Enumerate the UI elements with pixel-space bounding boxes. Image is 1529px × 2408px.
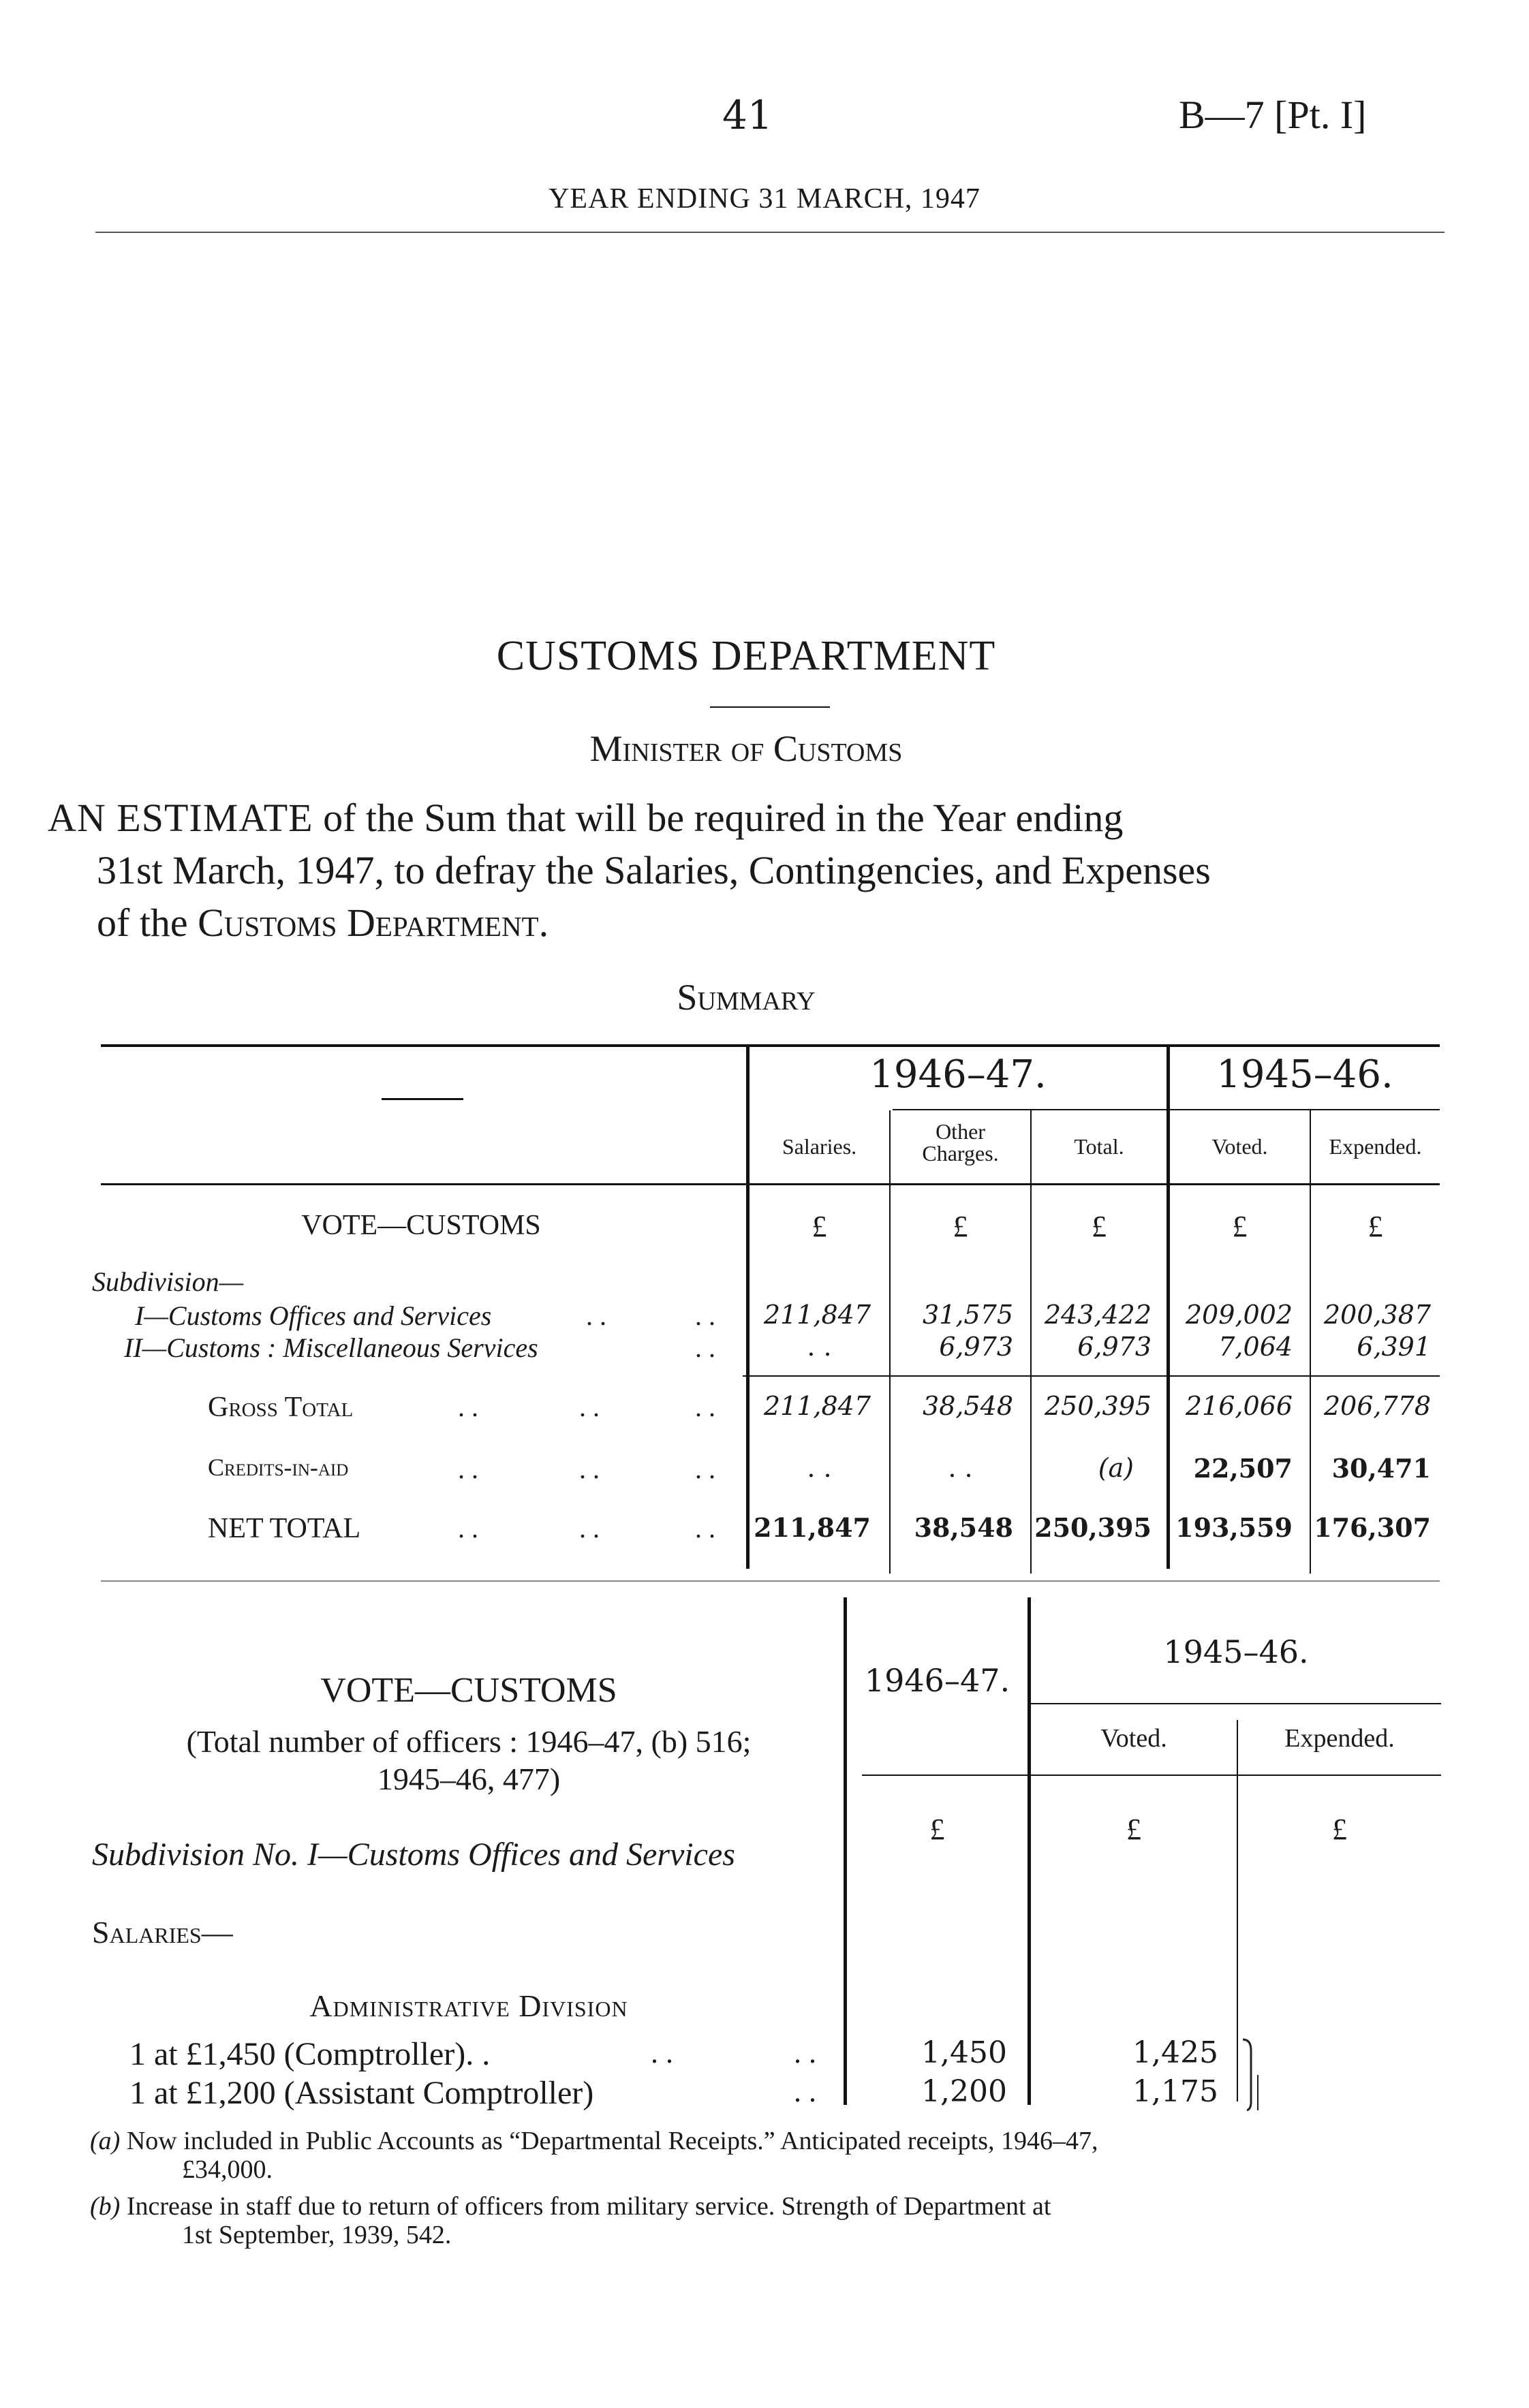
vote-row-leader-dots: . . [651,2036,673,2069]
summary-col-other-line-2: Charges. [922,1141,999,1166]
summary-top-rule [101,1044,1440,1047]
summary-credits-label: Credits-in-aid [208,1454,349,1481]
summary-row-leader-dots: . . [695,1300,715,1331]
summary-net-label: NET TOTAL [208,1513,361,1544]
summary-col-voted: Voted. [1211,1134,1268,1159]
summary-subtotal-rule [743,1375,1440,1377]
summary-row-leader-dots: . . [458,1392,478,1422]
summary-gross-label: Gross Total [208,1392,354,1423]
footnote-a-mark: (a) [90,2127,121,2155]
summary-row-leader-dots: . . [579,1392,600,1422]
page-number: 41 [722,92,773,138]
estimate-lead: AN ESTIMATE [48,796,313,840]
footnote-b-mark: (b) [90,2192,121,2221]
summary-col-other [891,1121,1030,1164]
page-subtitle: YEAR ENDING 31 MARCH, 1947 [549,183,980,215]
summary-cell-total: 6,973 [1077,1332,1152,1362]
summary-cell-other: 6,973 [939,1332,1013,1362]
footnote-a-continuation: £34,000. [182,2155,273,2184]
summary-bottom-rule [101,1580,1440,1582]
estimate-text-1: of the Sum that will be required in the Year ending [313,796,1124,840]
summary-col-total: Total. [1074,1134,1124,1159]
summary-heading: Summary [677,977,816,1018]
vote-division-heading: Administrative Division [309,1988,628,2023]
summary-cell-other: 31,575 [923,1300,1013,1330]
vote-vline-voted [1237,1720,1238,2101]
estimate-text-3: of the [97,901,198,945]
summary-cell-other: 38,548 [914,1512,1013,1543]
summary-group-1945: 1945–46. [1216,1052,1393,1097]
summary-row-leader-dots: . . [579,1513,600,1544]
summary-cell-expended: 30,471 [1331,1453,1431,1484]
vote-row-leader-dots: . . [794,2036,816,2069]
footnote-a [90,2127,1453,2184]
estimate-line-2: 31st March, 1947, to defray the Salaries, Contingencies, and Expenses [97,848,1211,892]
vote-col-expended: Expended. [1284,1724,1395,1753]
summary-cell-voted: 209,002 [1185,1300,1293,1330]
summary-cell-voted: 22,507 [1193,1453,1293,1484]
vote-cell-voted: 1,175 [1132,2074,1218,2109]
footnote-b [90,2192,1453,2249]
summary-row-leader-dots: . . [579,1454,600,1484]
summary-cell-expended: 6,391 [1357,1332,1431,1362]
summary-cell-salaries: 211,847 [763,1391,871,1421]
summary-row-leader-dots: . . [458,1454,478,1484]
summary-row-leader-dots: . . [695,1392,715,1422]
document-code: B—7 [Pt. I] [1179,93,1367,137]
footnote-b-text: Increase in staff due to return of officers from military service. Strength of Department at [126,2192,1051,2221]
summary-vote-label: VOTE—CUSTOMS [301,1210,541,1241]
summary-row-leader-dots: . . [586,1300,606,1331]
summary-cell-salaries: 211,847 [763,1300,871,1330]
summary-dash-cell [382,1098,463,1100]
estimate-line-3 [97,896,1463,949]
summary-group-1946: 1946–47. [869,1052,1047,1097]
vote-row-leader-dots: . . [794,2075,816,2108]
minister-heading: Minister of Customs [589,728,903,769]
vote-header-rule [862,1774,1441,1776]
vote-cell-1946: 1,450 [921,2035,1007,2070]
summary-1945-group-rule [1169,1109,1440,1110]
summary-cell-other: 38,548 [923,1391,1013,1421]
summary-cell-other: . . [948,1453,973,1483]
vote-col-1945: 1945–46. [1163,1633,1309,1670]
vote-vline-1946 [1028,1597,1031,2105]
summary-cell-expended: 176,307 [1314,1512,1431,1543]
summary-row-leader-dots: . . [695,1513,715,1544]
right-brace-icon [1240,2037,1261,2112]
summary-row-leader-dots: . . [458,1513,478,1544]
vote-title: VOTE—CUSTOMS [320,1671,617,1710]
summary-row-leader-dots: . . [695,1332,715,1363]
summary-cell-salaries: 211,847 [754,1512,871,1543]
summary-row-label: I—Customs Offices and Services [135,1300,492,1331]
department-title: CUSTOMS DEPARTMENT [496,633,996,679]
summary-cell-total: (a) [1098,1453,1134,1483]
summary-cell-voted: 216,066 [1185,1391,1293,1421]
vote-officers-line-1: (Total number of officers : 1946–47, (b) 516; [186,1724,752,1759]
summary-row-label: II—Customs : Miscellaneous Services [124,1332,538,1363]
summary-col-expended: Expended. [1329,1134,1422,1159]
vote-salaries-label: Salaries— [92,1915,233,1950]
estimate-line-1 [48,792,1463,844]
summary-cell-salaries: . . [807,1332,832,1362]
summary-header-rule [101,1183,1440,1185]
footnote-a-text: Now included in Public Accounts as “Departmental Receipts.” Anticipated receipts, 1946–47, [126,2127,1098,2155]
vote-group-rule [1029,1703,1441,1704]
summary-cell-total: 250,395 [1034,1512,1152,1543]
vote-col-1946: 1946–47. [864,1662,1010,1699]
vote-currency-1946: £ [929,1813,945,1846]
summary-cell-voted: 7,064 [1218,1332,1293,1362]
vote-subdivision: Subdivision No. I—Customs Offices and Services [92,1836,735,1873]
summary-cell-salaries: . . [807,1453,832,1483]
vote-cell-voted: 1,425 [1132,2035,1218,2070]
estimate-department-name: Customs Department [198,901,539,945]
vote-officers-line-2: 1945–46, 477) [377,1762,561,1796]
summary-row-leader-dots: . . [695,1454,715,1484]
vote-row-label: 1 at £1,200 (Assistant Comptroller) [129,2075,594,2111]
vote-col-voted: Voted. [1100,1724,1167,1753]
summary-currency-total: £ [1092,1210,1107,1243]
summary-currency-other: £ [953,1210,968,1243]
summary-col-other-line-1: Other [936,1119,985,1144]
vote-row-label: 1 at £1,450 (Comptroller). . [129,2036,491,2072]
summary-cell-expended: 200,387 [1323,1300,1431,1330]
summary-currency-expended: £ [1368,1210,1383,1243]
estimate-period: . [538,901,549,945]
summary-col-salaries: Salaries. [782,1134,857,1159]
title-rule [710,706,830,708]
summary-cell-voted: 193,559 [1175,1512,1293,1543]
vote-currency-voted: £ [1126,1813,1141,1846]
summary-cell-total: 243,422 [1044,1300,1152,1330]
footnote-b-continuation: 1st September, 1939, 542. [182,2221,452,2249]
summary-subdivision-label: Subdivision— [92,1266,244,1297]
summary-currency-voted: £ [1232,1210,1248,1243]
summary-cell-expended: 206,778 [1323,1391,1431,1421]
header-rule [95,232,1445,233]
summary-cell-total: 250,395 [1044,1391,1152,1421]
summary-currency-salaries: £ [812,1210,827,1243]
vote-cell-1946: 1,200 [921,2074,1007,2109]
vote-currency-expended: £ [1332,1813,1347,1846]
estimate-paragraph [48,792,1463,949]
